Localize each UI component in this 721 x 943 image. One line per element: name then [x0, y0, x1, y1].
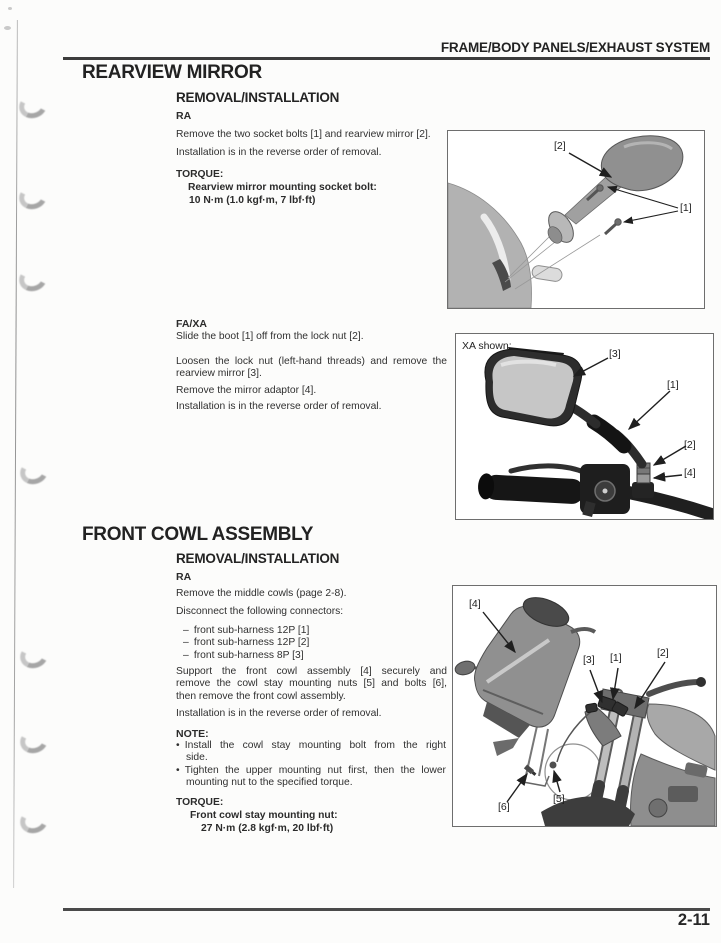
binder-hole [20, 460, 48, 484]
front-cowl-illustration [453, 586, 716, 826]
step-text [176, 666, 447, 703]
page-number: 2-11 [677, 911, 710, 929]
figure-rearview-mirror-ra [447, 130, 705, 309]
binder-hole [20, 644, 48, 668]
model-code-faxa: FA/XA [176, 318, 207, 330]
section-title-rearview-mirror: REARVIEW MIRROR [82, 62, 262, 83]
note-label: NOTE: [176, 728, 209, 740]
binder-hole [20, 729, 48, 753]
step-text: Installation is in the reverse order of removal. [176, 147, 382, 158]
cowl-assembly-sketch [454, 592, 595, 756]
callout-label-mirror: [3] [609, 348, 621, 360]
text-line: Loosen the lock nut (left-hand threads) and remove the [176, 356, 447, 367]
callout-label-8p-connector: [3] [583, 654, 595, 666]
text-line: side. [186, 752, 208, 764]
figure-front-cowl-assembly [452, 585, 717, 827]
mirror-sketch [544, 136, 683, 247]
mirror-ra-illustration [448, 131, 704, 308]
step-text: Installation is in the reverse order of removal. [176, 401, 382, 412]
torque-item: Front cowl stay mounting nut: [190, 810, 338, 821]
callout-label-lock-nut: [2] [684, 439, 696, 451]
note-item [176, 740, 446, 765]
text-line: rearview mirror [3]. [176, 368, 262, 380]
step-text: Remove the two socket bolts [1] and rearview mirror [2]. [176, 129, 431, 140]
motorcycle-front-sketch [541, 677, 715, 826]
text-line: mounting nut to the specified torque. [186, 777, 353, 789]
torque-value: 27 N·m (2.8 kgf·m, 20 lbf·ft) [201, 823, 334, 834]
cowl-stay-sketch [523, 726, 601, 800]
front-cowl-sketch [448, 183, 563, 308]
text-line: – front sub-harness 12P [1] [183, 625, 310, 636]
callout-label-bolts: [1] [680, 202, 692, 214]
step-text: Remove the mirror adaptor [4]. [176, 385, 317, 396]
text-line: remove the cowl stay mounting nuts [5] and bolts [6], [176, 678, 447, 690]
header-rule [63, 57, 710, 60]
torque-spec [176, 168, 377, 207]
scan-speck [4, 26, 11, 30]
step-text [176, 356, 447, 381]
subsection-removal-installation: REMOVAL/INSTALLATION [176, 90, 340, 105]
model-code-ra: RA [176, 110, 192, 122]
step-text: Disconnect the following connectors: [176, 606, 344, 617]
step-text: Installation is in the reverse order of removal. [176, 708, 382, 719]
note-item [176, 765, 446, 790]
page-edge-line [13, 20, 18, 888]
model-code-ra: RA [176, 571, 192, 583]
footer-rule [63, 908, 710, 911]
callout-label-12p-connector-2: [2] [657, 647, 669, 659]
text-line: – front sub-harness 8P [3] [183, 649, 304, 661]
step-text: Remove the middle cowls (page 2-8). [176, 588, 347, 599]
subsection-removal-installation: REMOVAL/INSTALLATION [176, 551, 340, 566]
figure-rearview-mirror-faxa [455, 333, 714, 520]
torque-value: 10 N·m (1.0 kgf·m, 7 lbf·ft) [189, 195, 316, 206]
text-line: • Tighten the upper mounting nut first, then the lower [176, 765, 446, 776]
figure-caption: XA shown: [462, 340, 512, 352]
binder-hole [19, 94, 47, 118]
section-title-front-cowl: FRONT COWL ASSEMBLY [82, 524, 314, 545]
callout-label-boot: [1] [667, 379, 679, 391]
callout-label-mirror: [2] [554, 140, 566, 152]
torque-label: TORQUE: [176, 169, 224, 180]
handlebar-sketch [477, 464, 710, 517]
connector-list [176, 625, 447, 662]
binder-hole [19, 267, 47, 291]
mirror-faxa-illustration [456, 334, 713, 519]
page-header-title: FRAME/BODY PANELS/EXHAUST SYSTEM [440, 40, 710, 55]
callout-label-12p-connector-1: [1] [610, 652, 622, 664]
torque-item: Rearview mirror mounting socket bolt: [188, 182, 377, 193]
callout-label-cowl: [4] [469, 598, 481, 610]
torque-label: TORQUE: [176, 797, 224, 808]
callout-label-bolt: [6] [498, 801, 510, 813]
binder-hole [20, 809, 48, 833]
binder-hole [19, 185, 47, 209]
mirror-head-sketch [485, 347, 582, 426]
text-line: – front sub-harness 12P [2] [183, 637, 310, 649]
text-line: • Install the cowl stay mounting bolt from the right [176, 740, 446, 751]
scan-speck [8, 7, 12, 10]
text-line: Support the front cowl assembly [4] securely and [176, 666, 447, 677]
step-text: Slide the boot [1] off from the lock nut [2]. [176, 331, 364, 342]
callout-label-nut: [5] [553, 793, 565, 805]
torque-spec [176, 796, 338, 835]
callout-label-adaptor: [4] [684, 467, 696, 479]
text-line: then remove the front cowl assembly. [176, 690, 346, 702]
